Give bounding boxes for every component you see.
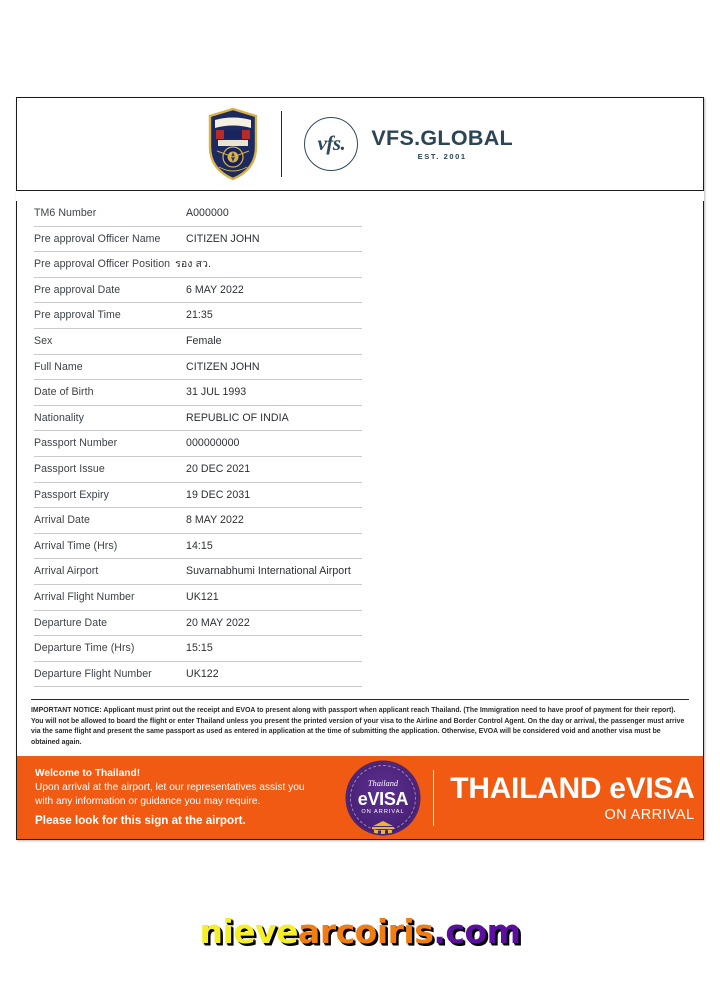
royal-thai-police-badge-icon	[207, 107, 259, 181]
row-value: 20 MAY 2022	[186, 616, 250, 629]
row-label: TM6 Number	[34, 207, 97, 219]
row-label: Pre approval Officer Name	[34, 232, 161, 245]
row-label: Nationality	[34, 411, 85, 424]
applicant-details-table	[34, 201, 362, 687]
table-row	[34, 662, 362, 688]
important-notice-text: IMPORTANT NOTICE: Applicant must print out the receipt and EVOA to present along with passport when applicant reach Thailand. (The Immigration need to have proof of payment for their report). You will not be allowed to board the flight or enter Thailand unless you present the printed version of your visa to the Airline and Border Control Agent. On the day or arrival, the passenger must arrive via the same flight and present the same passport as used as entered in application at the time of submitting the application. Otherwise, EVOA will be considered void and another visa must be obtained again.	[31, 707, 685, 746]
table-row	[34, 611, 362, 637]
row-label: Passport Number	[34, 437, 118, 450]
row-value: Female	[186, 334, 222, 347]
row-label: Passport Expiry	[34, 488, 109, 501]
logo-group	[207, 107, 513, 181]
document-body	[16, 201, 704, 756]
table-row	[34, 585, 362, 611]
banner-title-sub: ON ARRIVAL	[604, 806, 695, 823]
banner-divider	[433, 770, 434, 826]
document-header	[16, 97, 704, 191]
vfs-brand-name: VFS.GLOBAL	[371, 125, 513, 150]
table-row	[34, 636, 362, 662]
row-value: 15:15	[186, 642, 213, 655]
table-row	[34, 483, 362, 509]
row-label: Departure Date	[34, 616, 108, 629]
banner-sign-line: Please look for this sign at the airport.	[35, 813, 246, 827]
table-row	[34, 227, 362, 253]
evisa-seal-thailand-text: Thailand	[367, 779, 399, 789]
row-value: 19 DEC 2031	[186, 488, 251, 501]
row-value: A000000	[186, 207, 229, 219]
table-row	[34, 201, 362, 227]
row-value: UK122	[186, 667, 219, 680]
thailand-evisa-banner	[16, 756, 704, 840]
row-label: Pre approval Time	[34, 309, 121, 322]
vfs-wordmark	[371, 125, 513, 161]
temple-icon	[363, 821, 403, 834]
table-row	[34, 508, 362, 534]
evisa-seal-onarrival-text: ON ARRIVAL	[361, 808, 405, 815]
table-row	[34, 303, 362, 329]
row-value: UK121	[186, 590, 219, 603]
table-row	[34, 559, 362, 585]
row-label: Arrival Flight Number	[34, 590, 135, 603]
vfs-monogram: vfs.	[317, 130, 346, 155]
evisa-seal-icon	[347, 762, 419, 834]
table-row	[34, 406, 362, 432]
row-value: 14:15	[186, 539, 213, 552]
table-row	[34, 252, 362, 278]
row-value: 20 DEC 2021	[186, 462, 251, 475]
row-value: 21:35	[186, 309, 213, 322]
row-value: 000000000	[186, 437, 240, 450]
row-label: Passport Issue	[34, 462, 105, 475]
row-label: Sex	[34, 334, 53, 347]
row-value: CITIZEN JOHN	[186, 360, 260, 373]
site-watermark	[0, 912, 720, 951]
table-row	[34, 431, 362, 457]
table-row	[34, 534, 362, 560]
watermark-part-1: nieve	[199, 912, 299, 951]
row-label: Date of Birth	[34, 386, 94, 399]
banner-welcome-text	[17, 766, 335, 830]
row-value: 6 MAY 2022	[186, 283, 244, 296]
evisa-seal-evisa-text: eVISA	[357, 788, 409, 809]
logo-divider	[281, 111, 282, 177]
row-label: Arrival Date	[34, 514, 90, 527]
table-row	[34, 329, 362, 355]
evoa-document	[16, 97, 704, 840]
row-label: Departure Flight Number	[34, 667, 152, 680]
table-row	[34, 278, 362, 304]
row-label: Pre approval Date	[34, 283, 121, 296]
banner-title-block	[450, 771, 695, 823]
row-value: Suvarnabhumi International Airport	[186, 565, 351, 578]
vfs-circle-icon	[304, 117, 358, 171]
row-value: CITIZEN JOHN	[186, 232, 260, 245]
banner-assist-line: Upon arrival at the airport, let our representatives assist you with any information or guidance you may require.	[35, 781, 305, 808]
important-notice-section	[31, 699, 689, 756]
watermark-part-2: arcoiris	[298, 912, 434, 951]
table-row	[34, 457, 362, 483]
table-row	[34, 380, 362, 406]
row-value: รอง สว.	[175, 258, 211, 271]
row-value: 8 MAY 2022	[186, 514, 244, 527]
row-label: Pre approval Officer Position	[34, 258, 171, 271]
row-label: Full Name	[34, 360, 83, 373]
table-row	[34, 355, 362, 381]
banner-welcome-line: Welcome to Thailand!	[35, 767, 141, 779]
row-label: Arrival Airport	[34, 565, 99, 578]
row-label: Departure Time (Hrs)	[34, 642, 135, 655]
banner-title-main: THAILAND eVISA	[450, 771, 695, 805]
vfs-global-logo	[304, 117, 513, 171]
row-value: REPUBLIC OF INDIA	[186, 411, 289, 424]
vfs-established-text: EST. 2001	[417, 152, 467, 161]
watermark-part-3: .com	[433, 912, 521, 951]
row-label: Arrival Time (Hrs)	[34, 539, 118, 552]
row-value: 31 JUL 1993	[186, 386, 247, 399]
